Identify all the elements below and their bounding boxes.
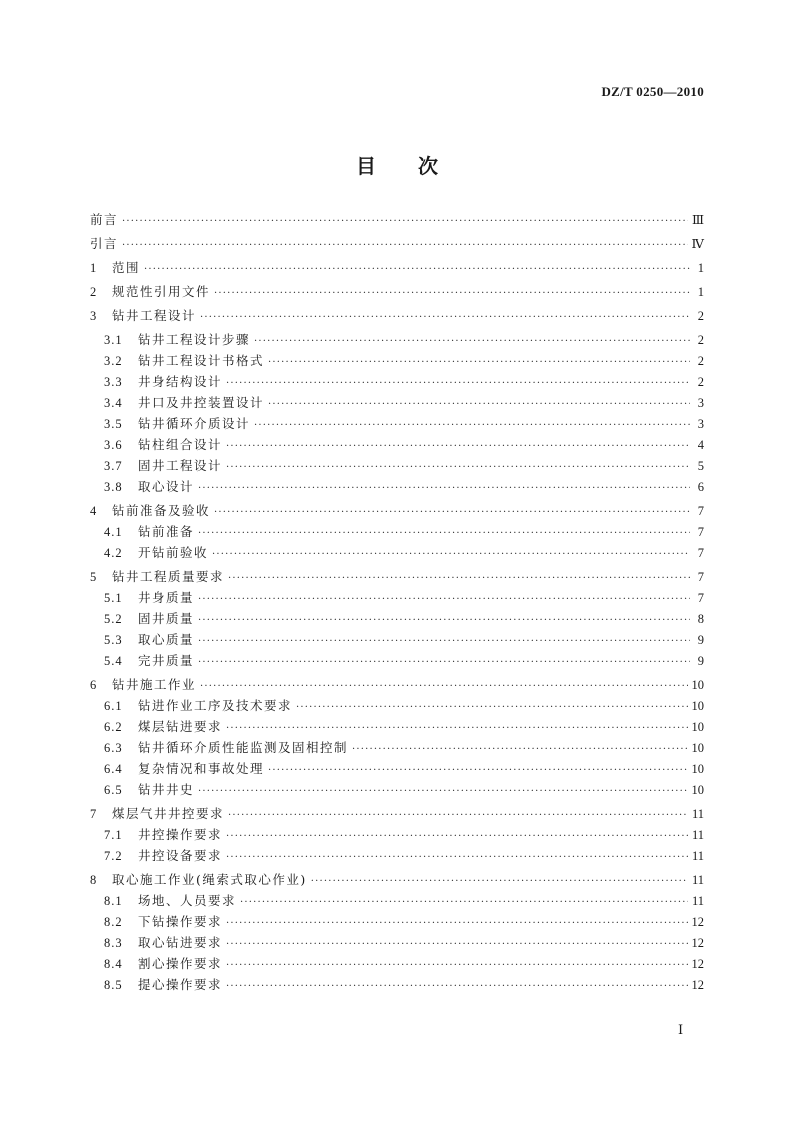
toc-leader-dots [254, 420, 690, 432]
toc-leader-dots [228, 573, 690, 585]
toc-entry[interactable] [90, 958, 704, 972]
toc-leader-dots [296, 702, 687, 714]
toc-entry-page: 7 [697, 504, 704, 518]
toc-entry[interactable] [90, 334, 704, 348]
toc-entry-number: 7 [90, 807, 97, 821]
toc-entry-title: 钻井工程设计 [112, 308, 197, 323]
standard-code: DZ/T 0250—2010 [601, 84, 704, 99]
toc-entry-number: 5.1 [104, 591, 123, 605]
toc-entry-title: 固井质量 [138, 611, 195, 626]
toc-entry-number: 4.2 [104, 546, 123, 560]
toc-entry[interactable] [90, 418, 704, 432]
toc-entry-number: 4 [90, 504, 97, 518]
toc-entry-number: 3.1 [104, 333, 123, 347]
toc-entry[interactable] [90, 784, 704, 798]
toc-entry[interactable] [90, 679, 704, 693]
toc-leader-dots [212, 549, 690, 561]
toc-entry-number: 8.4 [104, 957, 123, 971]
toc-leader-dots [226, 918, 687, 930]
toc-leader-dots [228, 810, 688, 822]
toc-entry-page: 11 [691, 807, 704, 821]
toc-entry-page: 3 [697, 396, 704, 410]
page-title: 目次 [356, 154, 480, 178]
toc-entry[interactable] [90, 526, 704, 540]
toc-leader-dots [198, 528, 690, 540]
toc-entry[interactable] [90, 634, 704, 648]
toc-entry-page: 7 [697, 525, 704, 539]
toc-leader-dots [226, 939, 687, 951]
toc-entry-page: 10 [691, 762, 704, 776]
toc-entry-number: 5 [90, 570, 97, 584]
toc-entry-title: 井控操作要求 [138, 827, 223, 842]
toc-entry-number: 3.6 [104, 438, 123, 452]
toc-entry[interactable] [90, 979, 704, 993]
toc-leader-dots [268, 399, 690, 411]
toc-leader-dots [214, 288, 690, 300]
toc-entry-title: 井口及井控装置设计 [138, 395, 265, 410]
toc-entry-title: 取心钻进要求 [138, 935, 223, 950]
toc-entry-title: 复杂情况和事故处理 [138, 761, 265, 776]
toc-entry-number: 8.5 [104, 978, 123, 992]
toc-entry-number: 6 [90, 678, 97, 692]
toc-leader-dots [226, 981, 687, 993]
toc-entry-number: 2 [90, 285, 97, 299]
toc-entry-number: 3.5 [104, 417, 123, 431]
toc-entry-number: 3 [90, 309, 97, 323]
toc-entry-page: 11 [691, 849, 704, 863]
toc-entry-number: 6.1 [104, 699, 123, 713]
toc-entry-number: 5.4 [104, 654, 123, 668]
toc-entry[interactable] [90, 700, 704, 714]
toc-entry-number: 1 [90, 261, 97, 275]
toc-entry-number: 3.2 [104, 354, 123, 368]
toc-entry-title: 钻井施工作业 [112, 677, 197, 692]
toc-entry[interactable] [90, 355, 704, 369]
toc-leader-dots [268, 765, 687, 777]
toc-entry-number: 3.4 [104, 396, 123, 410]
toc-entry-title: 开钻前验收 [138, 545, 209, 560]
toc-entry-page: 9 [697, 633, 704, 647]
toc-leader-dots [226, 441, 690, 453]
toc-entry-title: 钻井工程设计步骤 [138, 332, 251, 347]
toc-entry-number: 5.3 [104, 633, 123, 647]
toc-entry-title: 范围 [112, 260, 141, 275]
toc-leader-dots [226, 462, 690, 474]
toc-entry-title: 钻井工程质量要求 [112, 569, 225, 584]
toc-leader-dots [311, 876, 688, 888]
toc-entry-page: 10 [691, 678, 704, 692]
toc-entry[interactable] [90, 571, 704, 585]
toc-entry[interactable] [90, 547, 704, 561]
toc-leader-dots [240, 897, 688, 909]
toc-entry-page: 10 [691, 783, 704, 797]
toc-entry-title: 钻井工程设计书格式 [138, 353, 265, 368]
toc-leader-dots [122, 240, 687, 252]
toc-entry[interactable] [90, 397, 704, 411]
toc-entry-page: 2 [697, 375, 704, 389]
toc-entry-page: Ⅲ [691, 213, 704, 227]
toc-entry[interactable] [90, 721, 704, 735]
toc-entry-number: 4.1 [104, 525, 123, 539]
page-number: Ⅰ [678, 1022, 684, 1037]
toc-entry-number: 8.2 [104, 915, 123, 929]
toc-entry-page: 10 [691, 720, 704, 734]
toc-entry[interactable] [90, 310, 704, 324]
toc-leader-dots [226, 723, 687, 735]
toc-entry-title: 钻井井史 [138, 782, 195, 797]
toc-leader-dots [200, 681, 687, 693]
toc-leader-dots [200, 312, 690, 324]
toc-entry-title: 井身结构设计 [138, 374, 223, 389]
toc-entry-title: 割心操作要求 [138, 956, 223, 971]
toc-entry-number: 6.4 [104, 762, 123, 776]
toc-entry[interactable] [90, 763, 704, 777]
toc-entry-number: 3.3 [104, 375, 123, 389]
toc-leader-dots [226, 960, 687, 972]
toc-entry-title: 前言 [90, 212, 119, 227]
toc-leader-dots [122, 216, 688, 228]
toc-entry-page: 8 [697, 612, 704, 626]
toc-entry-title: 取心设计 [138, 479, 195, 494]
toc-entry[interactable] [90, 376, 704, 390]
toc-leader-dots [268, 357, 690, 369]
toc-entry-title: 下钻操作要求 [138, 914, 223, 929]
toc-entry-page: 7 [697, 570, 704, 584]
toc-entry-number: 8 [90, 873, 97, 887]
toc-leader-dots [198, 657, 690, 669]
toc-entry-page: 1 [697, 261, 704, 275]
toc-entry-number: 3.7 [104, 459, 123, 473]
toc-entry[interactable] [90, 655, 704, 669]
toc-entry-title: 提心操作要求 [138, 977, 223, 992]
toc-entry-page: 11 [691, 894, 704, 908]
toc-entry-page: 7 [697, 546, 704, 560]
toc-entry-number: 7.2 [104, 849, 123, 863]
toc-entry-title: 煤层气井井控要求 [112, 806, 225, 821]
toc-entry-title: 取心质量 [138, 632, 195, 647]
toc-entry-title: 引言 [90, 236, 119, 251]
toc-entry-title: 完井质量 [138, 653, 195, 668]
toc-entry-title: 钻柱组合设计 [138, 437, 223, 452]
toc-leader-dots [254, 336, 690, 348]
toc-leader-dots [226, 852, 688, 864]
toc-entry-page: 11 [691, 828, 704, 842]
toc-entry-page: 2 [697, 333, 704, 347]
toc-entry-page: 5 [697, 459, 704, 473]
toc-entry-page: 1 [697, 285, 704, 299]
toc-entry-page: 9 [697, 654, 704, 668]
toc-entry-title: 场地、人员要求 [138, 893, 237, 908]
toc-entry-title: 钻进作业工序及技术要求 [138, 698, 293, 713]
toc-entry-page: 10 [691, 699, 704, 713]
toc-entry-page: 11 [691, 873, 704, 887]
toc-entry[interactable] [90, 481, 704, 495]
toc-entry-title: 取心施工作业(绳索式取心作业) [112, 872, 307, 887]
toc-entry-number: 6.5 [104, 783, 123, 797]
toc-entry-title: 井控设备要求 [138, 848, 223, 863]
toc-leader-dots [144, 264, 690, 276]
toc-entry[interactable] [90, 850, 704, 864]
toc-entry-number: 3.8 [104, 480, 123, 494]
toc-entry-number: 6.3 [104, 741, 123, 755]
toc-entry[interactable] [90, 460, 704, 474]
toc-entry[interactable] [90, 916, 704, 930]
toc-entry-number: 8.1 [104, 894, 123, 908]
toc-entry[interactable] [90, 742, 704, 756]
toc-entry-title: 煤层钻进要求 [138, 719, 223, 734]
toc-entry-title: 钻井循环介质性能监测及固相控制 [138, 740, 349, 755]
toc-entry-title: 固井工程设计 [138, 458, 223, 473]
toc-leader-dots [226, 831, 688, 843]
toc-entry-page: 2 [697, 354, 704, 368]
toc-entry[interactable] [90, 286, 704, 300]
toc-entry[interactable] [90, 505, 704, 519]
toc-entry-page: Ⅳ [691, 237, 704, 251]
toc-entry-title: 井身质量 [138, 590, 195, 605]
toc-entry[interactable] [90, 592, 704, 606]
toc-entry-page: 12 [691, 915, 704, 929]
toc-entry-title: 钻前准备 [138, 524, 195, 539]
toc-entry-page: 2 [697, 309, 704, 323]
toc-entry-title: 钻井循环介质设计 [138, 416, 251, 431]
toc-entry-page: 3 [697, 417, 704, 431]
toc-leader-dots [198, 636, 690, 648]
toc-entry[interactable] [90, 238, 704, 252]
toc-entry-page: 10 [691, 741, 704, 755]
toc-entry[interactable] [90, 808, 704, 822]
toc-entry-page: 6 [697, 480, 704, 494]
toc-entry-number: 8.3 [104, 936, 123, 950]
toc-entry-number: 7.1 [104, 828, 123, 842]
toc-entry-number: 5.2 [104, 612, 123, 626]
toc-leader-dots [226, 378, 690, 390]
toc-entry-title: 钻前准备及验收 [112, 503, 211, 518]
toc-entry[interactable] [90, 613, 704, 627]
toc-entry-page: 12 [691, 936, 704, 950]
toc-leader-dots [198, 594, 690, 606]
toc-leader-dots [198, 786, 687, 798]
toc-entry[interactable] [90, 439, 704, 453]
toc-entry-page: 7 [697, 591, 704, 605]
toc-entry[interactable] [90, 262, 704, 276]
toc-leader-dots [352, 744, 687, 756]
toc-entry[interactable] [90, 937, 704, 951]
toc-leader-dots [214, 507, 690, 519]
toc-leader-dots [198, 483, 690, 495]
toc-leader-dots [198, 615, 690, 627]
toc-entry-page: 12 [691, 978, 704, 992]
toc-entry-page: 12 [691, 957, 704, 971]
toc-entry-number: 6.2 [104, 720, 123, 734]
toc-entry[interactable] [90, 829, 704, 843]
toc-entry-page: 4 [697, 438, 704, 452]
toc-entry[interactable] [90, 895, 704, 909]
toc-entry[interactable] [90, 214, 704, 228]
toc-entry[interactable] [90, 874, 704, 888]
toc-entry-title: 规范性引用文件 [112, 284, 211, 299]
